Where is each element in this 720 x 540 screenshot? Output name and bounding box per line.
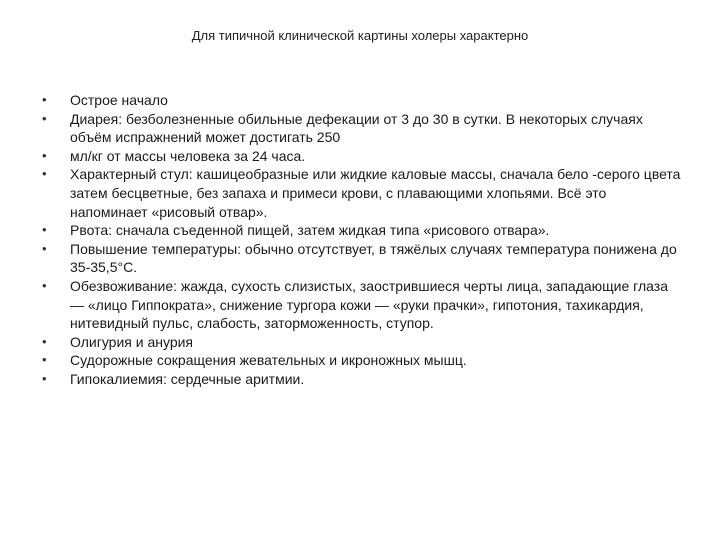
bullet-icon: • — [42, 370, 47, 386]
list-item-vomiting — [42, 221, 682, 240]
bullet-icon: • — [42, 110, 47, 126]
list-item-hypokalemia — [42, 370, 682, 389]
list-item-text: Диарея: безболезненные обильные дефекации от 3 до 30 в сутки. В некоторых случаях объём испражнений может достигать 250 — [70, 110, 643, 146]
bullet-icon: • — [42, 166, 47, 182]
list-item-text: Острое начало — [70, 92, 168, 108]
list-item-text: Обезвоживание: жажда, сухость слизистых, заострившиеся черты лица, западающие глаза — «лицо Гиппократа», снижение тургора кожи — «руки прачки», гипотония, тахикардия, нитевидный пульс, слабость, заторможенность, ступор. — [70, 277, 668, 332]
list-item-oliguria — [42, 333, 682, 352]
bullet-icon: • — [42, 92, 47, 107]
list-item-text: Повышение температуры: обычно отсутствует, в тяжёлых случаях температура понижена до 35-35,5°С. — [70, 240, 677, 276]
list-item-cramps — [42, 351, 682, 370]
list-item-stool — [42, 165, 682, 221]
list-item-text: Характерный стул: кашицеобразные или жидкие каловые массы, сначала бело -серого цвета затем бесцветные, без запаха и примеси крови, с плавающими хлопьями. Всё это напоминает «рисовый отвар». — [70, 166, 681, 220]
list-item-text: Гипокалиемия: сердечные аритмии. — [70, 370, 305, 387]
bullet-list — [42, 91, 682, 389]
list-item-volume — [42, 147, 682, 166]
bullet-icon: • — [42, 352, 47, 368]
bullet-icon: • — [42, 240, 47, 256]
bullet-icon: • — [42, 277, 47, 293]
list-item-text: Судорожные сокращения жевательных и икроножных мышц. — [70, 352, 467, 369]
list-item-temperature — [42, 240, 682, 277]
list-item-text: мл/кг от массы человека за 24 часа. — [70, 147, 306, 164]
bullet-icon: • — [42, 222, 47, 238]
list-item-text: Рвота: сначала съеденной пищей, затем жидкая типа «рисового отвара». — [70, 222, 550, 239]
list-item-text: Олигурия и анурия — [70, 333, 194, 350]
bullet-icon: • — [42, 147, 47, 163]
bullet-icon: • — [42, 333, 47, 349]
slide-title: Для типичной клинической картины холеры характерно — [191, 28, 529, 43]
list-item-diarrhea — [42, 110, 682, 147]
list-item-dehydration — [42, 277, 682, 333]
list-item-acute-onset — [42, 91, 682, 110]
